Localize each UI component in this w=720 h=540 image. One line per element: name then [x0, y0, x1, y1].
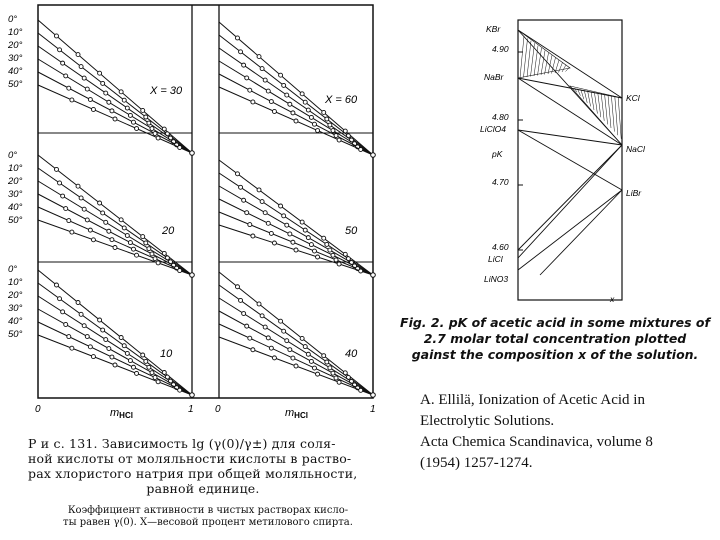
- data-point: [282, 83, 286, 87]
- data-point: [285, 223, 289, 227]
- data-point: [242, 312, 246, 316]
- data-point: [98, 318, 102, 322]
- data-point: [300, 336, 304, 340]
- data-point: [279, 319, 283, 323]
- temperature-label: 50°: [8, 215, 23, 226]
- data-point: [272, 356, 276, 360]
- data-point: [316, 129, 320, 133]
- data-point: [309, 243, 313, 247]
- data-point: [239, 298, 243, 302]
- data-point: [306, 352, 310, 356]
- data-point: [125, 106, 129, 110]
- data-point: [309, 359, 313, 363]
- hatch-line: [611, 96, 614, 132]
- data-point: [70, 346, 74, 350]
- hatch-line: [584, 90, 587, 103]
- data-point: [135, 253, 139, 257]
- isotherm-line: [219, 61, 373, 155]
- salt-label-lino3: LiNO3: [484, 274, 509, 284]
- hatch-line: [524, 38, 528, 77]
- data-point: [316, 372, 320, 376]
- data-point: [91, 107, 95, 111]
- data-point: [260, 67, 264, 71]
- data-point: [257, 55, 261, 59]
- salt-label-liclo4: LiClO4: [480, 124, 506, 134]
- data-point: [235, 285, 239, 289]
- footnote-line: ты равен γ(0). X—весовой процент метилового спирта.: [63, 517, 353, 528]
- data-point: [334, 134, 338, 138]
- data-point: [359, 269, 363, 273]
- isotherm-line: [38, 59, 192, 153]
- data-point: [266, 221, 270, 225]
- data-point: [104, 220, 108, 224]
- data-point: [122, 226, 126, 230]
- data-point: [178, 388, 182, 392]
- temperature-label: 0°: [8, 264, 18, 275]
- data-point: [312, 122, 316, 126]
- data-point: [266, 336, 270, 340]
- data-point: [147, 365, 151, 369]
- data-point: [331, 371, 335, 375]
- data-point: [125, 351, 129, 355]
- x-axis-label-left: mHCl: [110, 407, 133, 420]
- data-point: [119, 218, 123, 222]
- data-point: [328, 248, 332, 252]
- data-point: [144, 241, 148, 245]
- temperature-label: 0°: [8, 14, 18, 25]
- data-point: [156, 261, 160, 265]
- salt-label-kbr: KBr: [486, 24, 501, 34]
- x-axis-zero-right: 0: [215, 404, 221, 415]
- hatch-line: [601, 94, 604, 121]
- data-point: [113, 246, 117, 250]
- caption-line: Р и с. 131. Зависимость lg (γ(0)/γ±) для соля-: [28, 436, 336, 451]
- data-point: [54, 34, 58, 38]
- data-point: [131, 365, 135, 369]
- salt-label-licl: LiCl: [488, 254, 503, 264]
- data-point: [70, 98, 74, 102]
- temperature-label: 10°: [8, 277, 23, 288]
- data-point: [331, 129, 335, 133]
- data-point: [122, 344, 126, 348]
- data-point: [110, 109, 114, 113]
- hatch-line: [608, 95, 611, 128]
- data-point: [288, 232, 292, 236]
- data-point: [331, 253, 335, 257]
- data-point: [272, 241, 276, 245]
- x-axis-label-right: mHCl: [285, 407, 308, 420]
- data-point: [235, 36, 239, 40]
- data-point: [144, 359, 148, 363]
- data-point: [239, 50, 243, 54]
- data-point: [61, 194, 65, 198]
- data-point: [245, 76, 249, 80]
- pk-curve: [518, 130, 622, 145]
- data-point: [371, 393, 376, 398]
- data-point: [291, 356, 295, 360]
- temperature-label: 40°: [8, 316, 23, 327]
- data-point: [113, 363, 117, 367]
- data-point: [245, 324, 249, 328]
- pk-curve: [518, 130, 622, 190]
- fig2-caption: Fig. 2. pK of acetic acid in some mixtures of 2.7 molar total concentration plotted gainst the composition x of the solution.: [400, 315, 710, 362]
- hatch-line: [559, 62, 563, 72]
- data-point: [263, 211, 267, 215]
- data-point: [269, 346, 273, 350]
- caption-line: рах хлористого натрия при общей моляльности,: [28, 466, 358, 481]
- data-point: [282, 214, 286, 218]
- temperature-label: 40°: [8, 202, 23, 213]
- data-point: [58, 297, 62, 301]
- data-point: [82, 324, 86, 328]
- data-point: [325, 117, 329, 121]
- hatch-line: [605, 94, 608, 124]
- data-point: [257, 188, 261, 192]
- data-point: [300, 92, 304, 96]
- salt-label-nabr: NaBr: [484, 72, 504, 82]
- data-point: [266, 89, 270, 93]
- data-point: [337, 262, 341, 266]
- temperature-label: 30°: [8, 303, 23, 314]
- hatch-line: [548, 55, 552, 74]
- data-point: [101, 328, 105, 332]
- data-point: [98, 201, 102, 205]
- data-point: [242, 63, 246, 67]
- x-axis-one-right: 1: [370, 404, 376, 415]
- data-point: [67, 86, 71, 90]
- data-point: [306, 236, 310, 240]
- data-point: [150, 127, 154, 131]
- data-point: [110, 355, 114, 359]
- y-tick-490: 4.90: [492, 44, 509, 54]
- data-point: [58, 181, 62, 185]
- hatch-line: [618, 97, 621, 139]
- data-point: [328, 123, 332, 127]
- data-point: [291, 240, 295, 244]
- data-point: [328, 366, 332, 370]
- data-point: [125, 234, 129, 238]
- citation: [420, 390, 710, 474]
- y-tick-470: 4.70: [492, 177, 509, 187]
- data-point: [150, 252, 154, 256]
- data-point: [260, 314, 264, 318]
- citation-line: Electrolytic Solutions.: [420, 413, 555, 429]
- data-point: [272, 109, 276, 113]
- footnote-line: Коэффициент активности в чистых растворах кисло-: [67, 505, 349, 516]
- data-point: [64, 207, 68, 211]
- hatch-line: [591, 92, 594, 111]
- data-point: [337, 138, 341, 142]
- citation-line: A. Ellilä, Ionization of Acetic Acid in: [420, 392, 645, 408]
- x-axis-label-pk: x: [610, 294, 615, 304]
- citation-line: (1954) 1257-1274.: [420, 455, 533, 471]
- data-point: [79, 65, 83, 69]
- data-point: [107, 100, 111, 104]
- data-point: [64, 74, 68, 78]
- data-point: [269, 231, 273, 235]
- temperature-label: 20°: [8, 176, 23, 187]
- hatch-line: [527, 41, 531, 77]
- data-point: [322, 354, 326, 358]
- y-tick-480: 4.80: [492, 112, 509, 122]
- data-point: [245, 211, 249, 215]
- temperature-label: 20°: [8, 290, 23, 301]
- data-point: [239, 185, 243, 189]
- hatch-line: [615, 96, 618, 135]
- data-point: [141, 353, 145, 357]
- temperature-label: 30°: [8, 189, 23, 200]
- caption-line: ной кислоты от моляльности кислоты в раство-: [28, 451, 352, 466]
- panel-label-x50: 50: [345, 225, 358, 237]
- data-point: [64, 322, 68, 326]
- salt-label-kcl: KCl: [626, 93, 640, 103]
- data-point: [98, 71, 102, 75]
- data-point: [282, 329, 286, 333]
- temperature-label: 50°: [8, 79, 23, 90]
- data-point: [279, 73, 283, 77]
- pk-curve: [540, 190, 622, 275]
- data-point: [257, 302, 261, 306]
- hatch-line: [588, 91, 591, 107]
- data-point: [113, 117, 117, 121]
- data-point: [316, 255, 320, 259]
- data-point: [303, 100, 307, 104]
- data-point: [141, 108, 145, 112]
- data-point: [128, 113, 132, 117]
- data-point: [303, 345, 307, 349]
- data-point: [153, 257, 157, 261]
- data-point: [88, 228, 92, 232]
- data-point: [325, 360, 329, 364]
- data-point: [88, 345, 92, 349]
- hatch-line: [520, 36, 524, 78]
- data-point: [110, 238, 114, 242]
- temperature-label: 0°: [8, 150, 18, 161]
- data-point: [235, 172, 239, 176]
- data-point: [371, 273, 376, 278]
- data-point: [101, 211, 105, 215]
- data-point: [141, 235, 145, 239]
- data-point: [371, 153, 376, 158]
- data-point: [88, 98, 92, 102]
- data-point: [70, 230, 74, 234]
- data-point: [359, 148, 363, 152]
- data-point: [269, 100, 273, 104]
- data-point: [85, 218, 89, 222]
- data-point: [107, 229, 111, 233]
- data-point: [131, 120, 135, 124]
- hatch-line: [562, 65, 566, 72]
- data-point: [54, 283, 58, 287]
- data-point: [251, 234, 255, 238]
- data-point: [61, 310, 65, 314]
- data-point: [285, 339, 289, 343]
- panel-label-x20: 20: [162, 225, 175, 237]
- hatch-line: [594, 92, 597, 113]
- data-point: [260, 200, 264, 204]
- x-axis-one-left: 1: [188, 404, 194, 415]
- data-point: [135, 371, 139, 375]
- data-point: [288, 102, 292, 106]
- data-point: [306, 108, 310, 112]
- temperature-label: 20°: [8, 40, 23, 51]
- data-point: [150, 371, 154, 375]
- hatch-line: [541, 50, 545, 75]
- data-point: [122, 98, 126, 102]
- data-point: [263, 78, 267, 82]
- data-point: [119, 90, 123, 94]
- data-point: [178, 146, 182, 150]
- data-point: [79, 312, 83, 316]
- panel-label-x30: X = 30: [150, 85, 183, 97]
- data-point: [147, 247, 151, 251]
- data-point: [144, 115, 148, 119]
- temperature-label: 40°: [8, 66, 23, 77]
- data-point: [248, 88, 252, 92]
- hatch-line: [566, 67, 570, 71]
- data-point: [251, 100, 255, 104]
- data-point: [153, 132, 157, 136]
- citation-line: Acta Chemica Scandinavica, volume 8: [420, 434, 653, 450]
- data-point: [291, 111, 295, 115]
- data-point: [76, 53, 80, 57]
- data-point: [104, 91, 108, 95]
- data-point: [128, 359, 132, 363]
- temperature-label: 10°: [8, 27, 23, 38]
- x-axis-zero-left: 0: [35, 404, 41, 415]
- data-point: [156, 380, 160, 384]
- data-point: [294, 364, 298, 368]
- panel-label-x60: X = 60: [325, 94, 358, 106]
- caption-line: равной единице.: [146, 481, 260, 496]
- y-tick-460: 4.60: [492, 242, 509, 252]
- data-point: [54, 167, 58, 171]
- data-point: [79, 196, 83, 200]
- data-point: [82, 76, 86, 80]
- data-point: [242, 198, 246, 202]
- data-point: [153, 375, 157, 379]
- data-point: [312, 366, 316, 370]
- data-point: [263, 325, 267, 329]
- pk-curve: [518, 145, 622, 250]
- salt-label-libr: LiBr: [626, 188, 642, 198]
- data-point: [58, 48, 62, 52]
- data-point: [334, 258, 338, 262]
- data-point: [76, 184, 80, 188]
- data-point: [334, 376, 338, 380]
- data-point: [85, 335, 89, 339]
- panel-label-x40: 40: [345, 348, 358, 360]
- isotherm-line: [219, 74, 373, 155]
- data-point: [303, 228, 307, 232]
- data-point: [91, 355, 95, 359]
- isotherm-line: [219, 199, 373, 275]
- data-point: [312, 249, 316, 253]
- data-point: [91, 238, 95, 242]
- data-point: [288, 348, 292, 352]
- data-point: [61, 61, 65, 65]
- data-point: [248, 336, 252, 340]
- data-point: [251, 348, 255, 352]
- isotherm-line: [38, 207, 192, 275]
- data-point: [190, 393, 195, 398]
- data-point: [156, 136, 160, 140]
- data-point: [131, 247, 135, 251]
- data-point: [119, 336, 123, 340]
- data-point: [67, 219, 71, 223]
- data-point: [128, 241, 132, 245]
- temperature-label: 50°: [8, 329, 23, 340]
- data-point: [107, 347, 111, 351]
- data-point: [309, 115, 313, 119]
- temperature-label: 10°: [8, 163, 23, 174]
- data-point: [279, 204, 283, 208]
- data-point: [82, 207, 86, 211]
- data-point: [190, 151, 195, 156]
- data-point: [294, 119, 298, 123]
- data-point: [147, 121, 151, 125]
- data-point: [294, 248, 298, 252]
- data-point: [248, 223, 252, 227]
- data-point: [101, 81, 105, 85]
- data-point: [178, 269, 182, 273]
- data-point: [322, 236, 326, 240]
- y-axis-label-pk: pK: [492, 149, 503, 159]
- data-point: [300, 220, 304, 224]
- panel-label-x10: 10: [160, 348, 173, 360]
- hatch-line: [598, 93, 601, 117]
- data-point: [104, 338, 108, 342]
- data-point: [285, 93, 289, 97]
- figure-131-footnote: [28, 505, 388, 529]
- salt-label-nacl: NaCl: [626, 144, 645, 154]
- data-point: [359, 388, 363, 392]
- figure-131-caption: [28, 436, 378, 496]
- data-point: [76, 301, 80, 305]
- data-point: [135, 127, 139, 131]
- data-point: [190, 273, 195, 278]
- isotherm-line: [219, 212, 373, 275]
- temperature-label: 30°: [8, 53, 23, 64]
- data-point: [67, 335, 71, 339]
- data-point: [337, 380, 341, 384]
- data-point: [85, 87, 89, 91]
- data-point: [325, 242, 329, 246]
- data-point: [322, 110, 326, 114]
